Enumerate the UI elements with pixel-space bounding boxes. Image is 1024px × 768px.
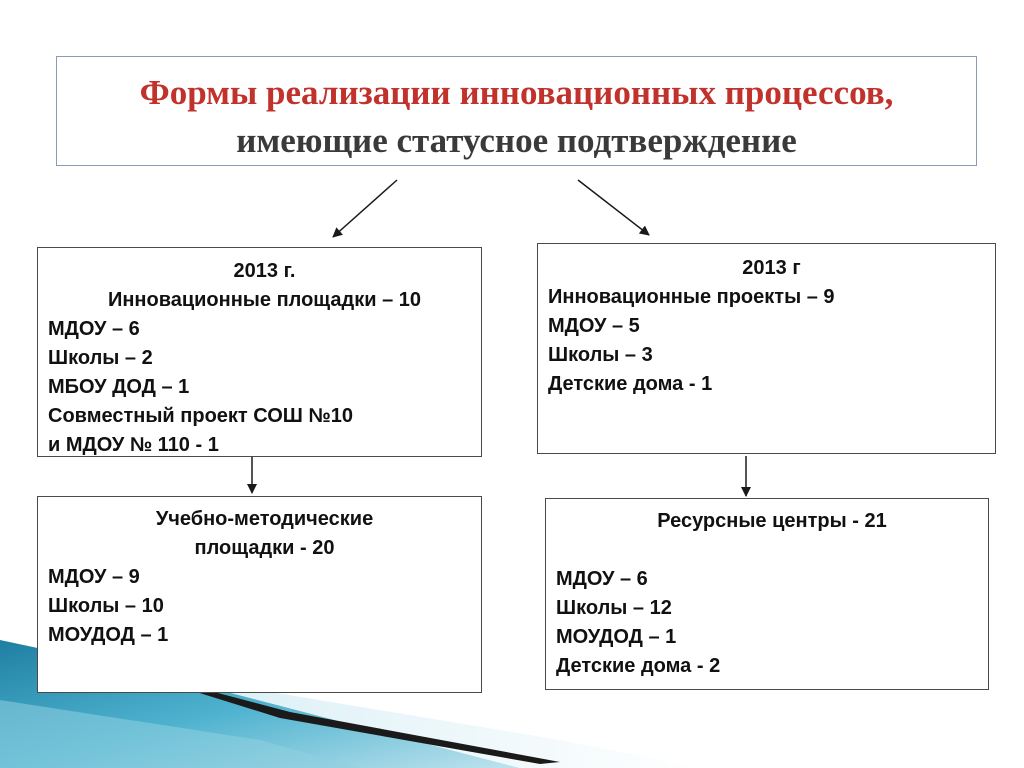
- list-item: МОУДОД – 1: [556, 626, 677, 648]
- title-line-2: имеющие статусное подтверждение: [236, 121, 797, 160]
- list-item: МБОУ ДОД – 1: [48, 376, 190, 398]
- list-item: Детские дома - 1: [548, 373, 713, 395]
- list-item: МДОУ – 9: [48, 566, 140, 588]
- list-item: Школы – 2: [48, 347, 153, 369]
- arrow-to-sites: [333, 180, 397, 237]
- arrow-to-projects: [578, 180, 649, 235]
- sites-year: 2013 г.: [233, 260, 296, 282]
- box-methodical-sites: [37, 496, 482, 693]
- list-item: Детские дома - 2: [556, 655, 721, 677]
- list-item: МДОУ – 6: [556, 568, 648, 590]
- list-item: МДОУ – 5: [548, 315, 640, 337]
- methodical-heading-1: Учебно-методические: [155, 508, 374, 530]
- list-item: Инновационные проекты – 9: [548, 286, 835, 308]
- projects-year: 2013 г: [742, 257, 801, 279]
- resource-heading: Ресурсные центры - 21: [657, 510, 887, 532]
- box-innovation-projects: [537, 243, 996, 454]
- list-item: Школы – 12: [556, 597, 672, 619]
- list-item: Школы – 3: [548, 344, 653, 366]
- methodical-heading-2: площадки - 20: [194, 537, 335, 559]
- list-item: МДОУ – 6: [48, 318, 140, 340]
- list-item: и МДОУ № 110 - 1: [48, 434, 219, 456]
- list-item: Школы – 10: [48, 595, 164, 617]
- box-innovation-sites: [37, 247, 482, 457]
- list-item: МОУДОД – 1: [48, 624, 169, 646]
- sites-heading: Инновационные площадки – 10: [107, 289, 422, 311]
- list-item: Совместный проект СОШ №10: [48, 405, 353, 427]
- box-resource-centers: [545, 498, 989, 690]
- title-line-1: Формы реализации инновационных процессов,: [139, 73, 894, 112]
